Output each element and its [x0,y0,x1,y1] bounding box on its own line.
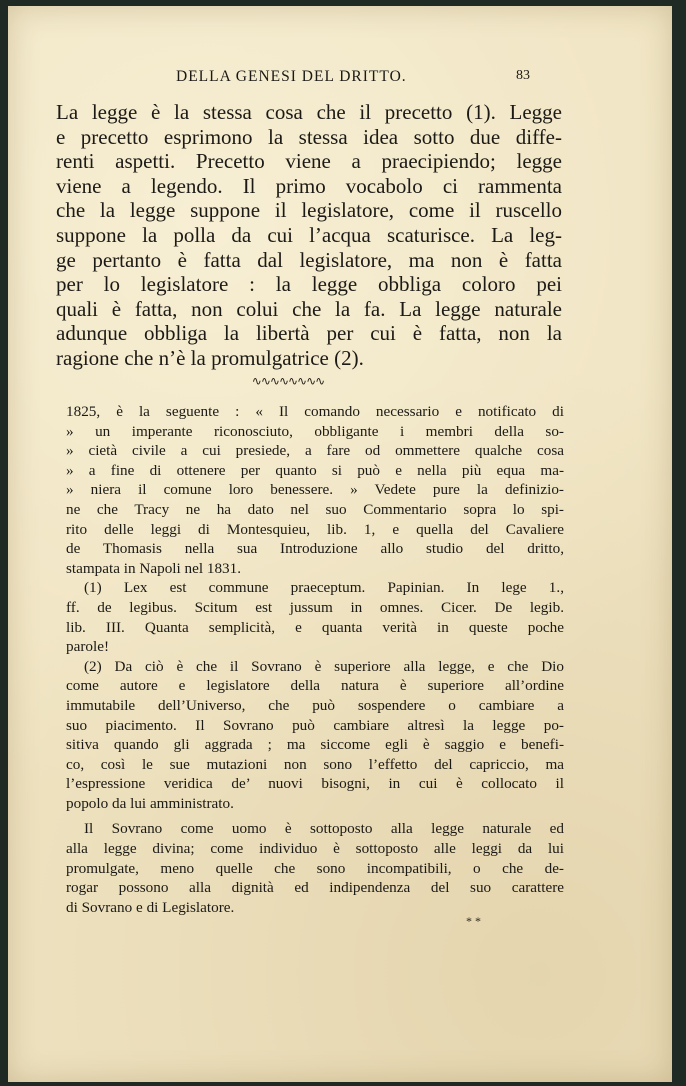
book-page [8,6,672,1082]
body-line: per lo legislatore : la legge obbliga coloro pei [56,272,562,297]
body-line: ge pertanto è fatta dal legislatore, ma non è fatta [56,247,562,272]
footnote-line: rogar possono alla dignità ed indipendenza del suo carattere [66,879,564,897]
footnote-line: co, così le sue mutazioni non sono l’effetto del capriccio, ma [66,755,564,773]
main-text [56,100,562,371]
footnote-line: (2) Da ciò è che il Sovrano è superiore alla legge, e che Dio [84,657,564,675]
body-line: La legge è la stessa cosa che il precetto (1). Legge [56,100,562,124]
body-line: quali è fatta, non colui che la fa. La legge naturale [56,296,562,321]
body-line: renti aspetti. Precetto viene a praecipiendo; legge [56,149,562,174]
footnote-line: alla legge divina; come individuo è sottoposto alle leggi da lui [66,840,564,858]
footnote-line: popolo da lui amministrato. [66,794,234,812]
footnote-line: » un imperante riconosciuto, obbligante i membri della so- [66,422,564,440]
body-line: suppone la polla da cui l’acqua scaturisce. La leg- [56,222,562,247]
page-number: 83 [516,68,530,83]
footnote-line: di Sovrano e di Legislatore. [66,898,235,916]
footnote-line: Il Sovrano come uomo è sottoposto alla legge naturale ed [84,820,564,838]
body-line: che la legge suppone il legislatore, come il ruscello [56,198,562,223]
ornamental-rule: ∿∿∿∿∿∿∿∿ [251,374,325,388]
footnote-line: come autore e legislatore della natura è superiore all’ordine [66,677,564,695]
footnote-line: lib. III. Quanta semplicità, e quanta verità in queste poche [66,618,564,636]
footnote-line: » cietà civile a cui presiede, a fare od ommettere qualche cosa [66,442,564,460]
footnote-1 [66,578,564,656]
footnote-line: stampata in Napoli nel 1831. [66,559,242,577]
footnote-line: » niera il comune loro benessere. » Vedete pure la definizio- [66,481,564,499]
footnote-line: suo piacimento. Il Sovrano può cambiare altresì la legge po- [66,716,564,734]
footnote-line: » a fine di ottenere per quanto si può e nella più equa ma- [66,461,564,479]
footnote-line: immutabile dell’Universo, che può sospendere o cambiare a [66,696,564,714]
footnote-line: rito delle leggi di Montesquieu, lib. 1, e quella del Cavaliere [66,520,564,538]
footnote-line: l’espressione veridica de’ nuovi bisogni, in cui è collocato il [66,775,564,793]
footnote-2 [66,657,564,814]
footnote-line: promulgate, meno quelle che sono incompatibili, o che de- [66,859,564,877]
running-title: DELLA GENESI DEL DRITTO. [176,68,407,85]
body-line: adunque obbliga la libertà per cui è fatta, non la [56,321,562,346]
footnote-line: 1825, è la seguente : « Il comando necessario e notificato di [66,403,564,420]
body-line: viene a legendo. Il primo vocabolo ci rammenta [56,173,562,198]
footnote-continuation [66,402,564,578]
asterism-ornament: * * [466,914,481,928]
page-header [8,68,672,90]
footnote-2-continued [66,819,564,917]
body-line: ragione che n’è la promulgatrice (2). [56,345,364,370]
footnote-line: de Thomasis nella sua Introduzione allo studio del dritto, [66,540,564,558]
footnote-line: parole! [66,638,110,656]
footnote-line: (1) Lex est commune praeceptum. Papinian. In lege 1., [84,579,564,597]
body-line: e precetto esprimono la stessa idea sotto due diffe- [56,124,562,149]
footnote-line: ff. de legibus. Scitum est jussum in omnes. Cicer. De legib. [66,598,564,616]
footnotes [66,402,564,917]
footnote-line: sitiva quando gli aggrada ; ma siccome egli è saggio e benefi- [66,736,564,754]
footnote-line: ne che Tracy ne ha dato nel suo Commentario sopra lo spi- [66,500,564,518]
